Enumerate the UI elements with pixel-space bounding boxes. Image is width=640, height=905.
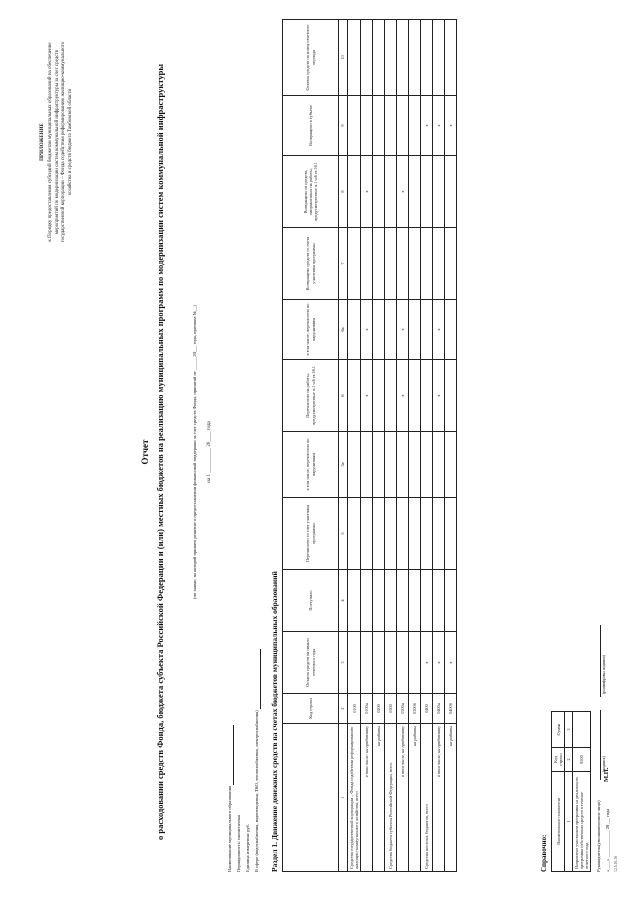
meta-unit: Единица измерения: руб.	[245, 823, 250, 872]
meta-block	[225, 649, 261, 872]
table-row	[385, 20, 397, 872]
table-cell	[348, 20, 361, 96]
column-number: 2	[339, 694, 348, 724]
table-cell	[348, 432, 361, 498]
table-cell	[397, 432, 409, 498]
header-cell: Перечислено на работы, предусмотренные п.1 ч.6 ст.16.1	[283, 360, 339, 432]
table-cell	[397, 228, 409, 300]
table-cell	[361, 498, 373, 570]
table-cell: х	[445, 632, 457, 694]
table-cell	[373, 96, 385, 156]
row-label: в том числе, на предоплату	[433, 724, 445, 872]
table-cell	[409, 156, 421, 228]
stamp-place: М.П.	[603, 767, 610, 782]
table-cell	[348, 300, 361, 360]
row-code: 0200	[373, 694, 385, 724]
table-cell	[445, 20, 457, 96]
table-cell	[385, 432, 397, 498]
row-label: на работы	[445, 724, 457, 872]
table-cell	[445, 570, 457, 632]
table-cell	[361, 432, 373, 498]
column-number: 6а	[339, 300, 348, 360]
header-cell	[283, 724, 339, 872]
table-cell	[373, 632, 385, 694]
header-cell: Возвращено из средств, направленных на работы, предусмотренные п.1 ч.6 ст.16.1	[283, 156, 339, 228]
table-cell	[421, 156, 433, 228]
header-cell: Возвращено в субъект	[283, 96, 339, 156]
table-row	[373, 20, 385, 872]
section1-table	[282, 19, 457, 872]
table-cell	[421, 432, 433, 498]
table-cell	[421, 498, 433, 570]
table-cell	[409, 96, 421, 156]
table-cell: х	[433, 632, 445, 694]
table-cell	[348, 96, 361, 156]
column-number: 2	[565, 748, 573, 772]
table-row	[421, 20, 433, 872]
rotated-form-sheet	[20, 12, 620, 892]
row-label: Средства местных бюджетов, всего	[421, 724, 433, 872]
header-cell: в том числе, перечислено по нарушениям	[283, 432, 339, 498]
table-cell	[445, 228, 457, 300]
table-cell	[397, 20, 409, 96]
meta-periodicity: Периодичность: ежемесячная	[236, 815, 241, 872]
table-row	[445, 20, 457, 872]
table-row	[361, 20, 373, 872]
table-cell: х	[361, 360, 373, 432]
column-number: 5	[339, 498, 348, 570]
report-heading: Отчет	[140, 439, 150, 465]
table-cell	[385, 360, 397, 432]
section1-body	[348, 20, 457, 872]
row-label: на работы	[409, 724, 421, 872]
section1-column-numbers	[339, 20, 348, 872]
table-cell	[348, 632, 361, 694]
table-cell	[445, 432, 457, 498]
header-cell: Поступило	[283, 570, 339, 632]
table-cell	[433, 20, 445, 96]
column-number: 10	[339, 20, 348, 96]
table-cell: х	[433, 96, 445, 156]
table-cell	[385, 498, 397, 570]
table-cell	[373, 300, 385, 360]
table-cell	[348, 570, 361, 632]
reference-row	[573, 712, 591, 872]
column-number: 9	[339, 96, 348, 156]
reference-row-code: 0500	[573, 748, 591, 772]
column-number: 6	[339, 360, 348, 432]
row-code: 0400	[421, 694, 433, 724]
table-cell	[397, 498, 409, 570]
section1-title: Раздел 1. Движение денежных средств на счетах бюджетов муниципальных образований	[270, 571, 279, 872]
table-cell	[361, 570, 373, 632]
table-cell: х	[361, 300, 373, 360]
table-cell	[409, 300, 421, 360]
table-cell	[433, 570, 445, 632]
table-cell	[397, 632, 409, 694]
table-cell: х	[397, 360, 409, 432]
table-cell	[385, 300, 397, 360]
table-cell: х	[433, 300, 445, 360]
row-code: 0400а	[433, 694, 445, 724]
table-cell	[409, 20, 421, 96]
report-title-block	[140, 12, 166, 892]
table-cell	[421, 20, 433, 96]
table-cell	[409, 360, 421, 432]
table-row	[397, 20, 409, 872]
header-cell: Код строки	[283, 694, 339, 724]
table-cell	[409, 498, 421, 570]
table-cell	[385, 228, 397, 300]
report-subtitle: (по заявке, на которой принято решение о предоставлении финансовой поддержки за счет средств Фонда, принятой от ______20___ года, протокол №__)	[192, 305, 197, 599]
row-label: Средства государственной корпорации – Фонда содействия реформированию жилищно-коммунального хозяйства, всего	[348, 724, 361, 872]
table-cell	[445, 360, 457, 432]
table-cell	[361, 632, 373, 694]
table-cell	[361, 228, 373, 300]
header-cell: в том числе, перечислено по нарушениям	[283, 300, 339, 360]
signature-name-line	[600, 625, 601, 697]
row-code: 0100	[348, 694, 361, 724]
table-cell	[361, 20, 373, 96]
table-cell	[421, 300, 433, 360]
table-cell	[373, 498, 385, 570]
table-cell	[373, 432, 385, 498]
row-code: 0300б	[409, 694, 421, 724]
report-date-line: на 1 __________ 20____ года	[207, 421, 212, 483]
document-code: 12.5.16.16	[614, 855, 618, 872]
row-code: 0300а	[397, 694, 409, 724]
table-cell	[445, 498, 457, 570]
signature-caption: (подпись)	[602, 756, 606, 772]
row-code: 0100а	[361, 694, 373, 724]
table-cell	[409, 570, 421, 632]
row-code: 0300	[385, 694, 397, 724]
meta-sphere: В сфере (водоснабжения, водоотведения, ТКО, теплоснабжения, электроснабжения)	[252, 649, 261, 872]
signature-block	[596, 552, 606, 872]
table-cell	[348, 156, 361, 228]
table-cell: х	[421, 632, 433, 694]
reference-row-label: Направлено участником программы на реализацию программы собственных средств в течение отчетного года	[573, 772, 591, 872]
table-cell	[385, 632, 397, 694]
appendix-block	[40, 32, 75, 252]
header-cell: Остаток средств на начало отчетного года	[283, 632, 339, 694]
meta-municipality: Наименование муниципального образования	[225, 649, 234, 872]
signature-date: «____» ____________ 20___ года	[605, 808, 610, 872]
table-cell: х	[361, 156, 373, 228]
table-cell	[445, 300, 457, 360]
table-cell: х	[445, 96, 457, 156]
table-cell	[433, 432, 445, 498]
table-cell	[348, 498, 361, 570]
header-cell: Перечислено со счет участника программы	[283, 498, 339, 570]
table-cell	[421, 570, 433, 632]
header-cell: Код строки	[552, 748, 565, 772]
reference-header-row	[552, 712, 565, 872]
table-cell	[385, 20, 397, 96]
reference-row-value	[573, 712, 591, 748]
table-cell	[445, 156, 457, 228]
table-cell	[421, 360, 433, 432]
table-cell	[373, 570, 385, 632]
table-cell	[348, 228, 361, 300]
column-number: 1	[339, 724, 348, 872]
table-cell	[409, 632, 421, 694]
table-cell: х	[397, 300, 409, 360]
table-cell	[385, 570, 397, 632]
reference-table	[551, 711, 591, 872]
row-label: на работы	[373, 724, 385, 872]
column-number: 3	[339, 632, 348, 694]
column-number: 3	[565, 712, 573, 748]
column-number: 5а	[339, 432, 348, 498]
table-cell: х	[433, 360, 445, 432]
table-cell	[397, 570, 409, 632]
header-cell: Возвращено средств со счета участника программы	[283, 228, 339, 300]
table-cell	[421, 228, 433, 300]
signature-name-caption: (расшифровка подписи)	[602, 655, 606, 694]
table-row	[348, 20, 361, 872]
table-cell	[361, 96, 373, 156]
header-cell: Остаток средств на конец отчетного периода	[283, 20, 339, 96]
row-label: Средства бюджета субъекта Российской Федерации, всего	[385, 724, 397, 872]
reference-number-row	[565, 712, 573, 872]
column-number: 7	[339, 228, 348, 300]
report-title: о расходовании средств Фонда, бюджета субъекта Российской Федерации и (или) местных бюджетов на реализацию муниципальных программ по модернизации систем коммунальной инфраструктуры	[154, 64, 165, 840]
table-cell	[409, 228, 421, 300]
table-cell	[385, 156, 397, 228]
row-code: 0400б	[445, 694, 457, 724]
section1-header-row	[283, 20, 339, 872]
table-cell	[385, 96, 397, 156]
table-cell	[409, 432, 421, 498]
signature-line	[600, 710, 601, 780]
table-cell	[433, 498, 445, 570]
table-cell: х	[421, 96, 433, 156]
table-row	[433, 20, 445, 872]
table-row	[409, 20, 421, 872]
table-cell: х	[397, 156, 409, 228]
table-cell	[433, 156, 445, 228]
table-cell	[348, 360, 361, 432]
table-cell	[397, 96, 409, 156]
header-cell: Сумма	[552, 712, 565, 748]
row-label: в том числе, на предоплату	[397, 724, 409, 872]
table-cell	[373, 228, 385, 300]
reference-title: Справочно:	[540, 834, 548, 872]
table-cell	[373, 360, 385, 432]
signature-head-label: Руководитель(уполномоченное лицо)	[596, 800, 601, 872]
row-label: в том числе: на предоплату	[361, 724, 373, 872]
column-number: 8	[339, 156, 348, 228]
appendix-caption: ПРИЛОЖЕНИЕ	[40, 123, 45, 161]
column-number: 4	[339, 570, 348, 632]
table-cell	[373, 156, 385, 228]
appendix-text: к Порядку предоставления субсидий бюджетам муниципальных образований на обеспечение мероприятий по модернизации систем коммунальной инфраструктуры за счет средств государственной корпорации – Фонда содействия реформированию жилищно-коммунального хозяйства и средств бюджета Тамбовской области	[47, 41, 73, 243]
table-cell	[433, 228, 445, 300]
header-cell: Наименование показателя	[552, 772, 565, 872]
table-cell	[373, 20, 385, 96]
column-number: 1	[565, 772, 573, 872]
